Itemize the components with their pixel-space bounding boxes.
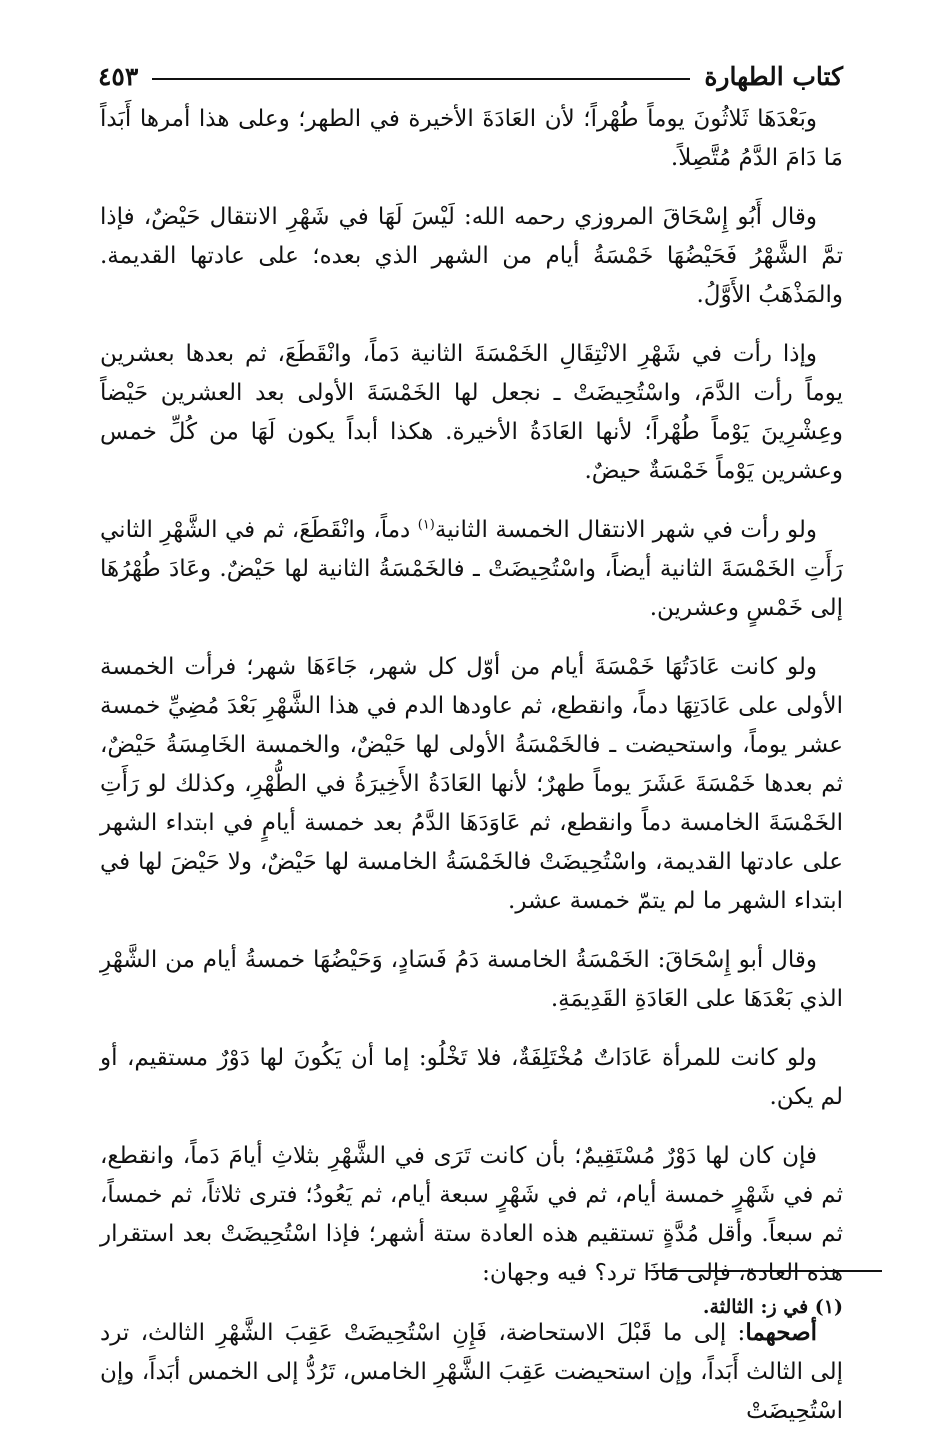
paragraph-text: ولو رأت في شهر الانتقال الخمسة الثانية bbox=[434, 517, 817, 543]
paragraph: فإن كان لها دَوْرٌ مُسْتَقِيمٌ؛ بأن كانت تَرَى في الشَّهْرِ بثلاثِ أيامَ دَماً، وانقطع، ثم في شَهْرٍ خمسة أيام، ثم في شَهْرٍ سبعة أيام، ثم يَعُودُ؛ فترى ثلاثاً، ثم خمساً، ثم سبعاً. وأقل مُدَّةٍ تستقيم هذه العادة ستة أشهر؛ فإذا اسْتُحِيضَتْ بعد استقرار هذه العادة، فإلى مَاذَا ترد؟ فيه وجهان: bbox=[100, 1143, 843, 1286]
footnote: (١) في ز: الثالثة. bbox=[702, 1296, 843, 1318]
paragraph bbox=[100, 1313, 843, 1431]
header-rule bbox=[152, 78, 690, 80]
paragraph: وبَعْدَهَا ثَلاثُونَ يوماً طُهْراً؛ لأن العَادَةَ الأخيرة في الطهر؛ وعلى هذا أمرها أَبَداً مَا دَامَ الدَّمُ مُتَّصِلاً. bbox=[100, 106, 843, 171]
paragraph: ولو كانت للمرأة عَادَاتٌ مُخْتَلِفَةٌ، فلا تَخْلُو: إما أن يَكُونَ لها دَوْرٌ مستقيم، أو لم يكن. bbox=[100, 1045, 843, 1110]
paragraph bbox=[100, 511, 843, 628]
footnote-separator bbox=[648, 1270, 882, 1272]
paragraph: وقال أبو إِسْحَاقَ: الخَمْسَةُ الخامسة دَمُ فَسَادٍ، وَحَيْضُهَا خمسةُ أيام من الشَّهْرِ الذي بَعْدَهَا على العَادَةِ القَدِيمَةِ. bbox=[100, 947, 843, 1012]
paragraph: ولو كانت عَادَتُهَا خَمْسَةَ أيام من أوّل كل شهر، جَاءَهَا شهر؛ فرأت الخمسة الأولى على عَادَتِهَا دماً، وانقطع، ثم عاودها الدم في هذا الشَّهْرِ بَعْدَ مُضِيِّ خمسة عشر يوماً، واستحيضت ـ فالخَمْسَةُ الأولى لها حَيْضٌ، والخمسة الخَامِسَةُ حَيْضٌ، ثم بعدها خَمْسَةَ عَشَرَ يوماً طهرٌ؛ لأنها العَادَةُ الأَخِيرَةُ في الطُّهْرِ، وكذلك لو رَأَتِ الخَمْسَةَ الخامسة دماً وانقطع، ثم عَاوَدَهَا الدَّمُ بعد خمسة أيامٍ في ابتداء الشهر على عادتها القديمة، واسْتُحِيضَتْ فالخَمْسَةُ الخامسة لها حَيْضٌ، ولا حَيْضَ لها في ابتداء الشهر ما لم يتمّ خمسة عشر. bbox=[100, 654, 843, 914]
main-text bbox=[100, 100, 843, 1431]
running-header bbox=[98, 56, 843, 96]
footnote-marker: (١) bbox=[417, 517, 435, 533]
paragraph-text: : إلى ما قَبْلَ الاستحاضة، فَإِنِ اسْتُحِيضَتْ عَقِبَ الشَّهْرِ الثالث، ترد إلى الثالث أَبَداً، وإن استحيضت عَقِبَ الشَّهْرِ الخامس، تَرُدُّ إلى الخمس أبَداً، وإن اسْتُحِيضَتْ bbox=[100, 1320, 843, 1424]
paragraph-text: دماً، وانْقَطَعَ، ثم في الشَّهْرِ الثاني رَأَتِ الخَمْسَةَ الثانية أيضاً، واسْتُحِيضَتْ ـ فالخَمْسَةُ الثانية لها حَيْضٌ. وعَادَ طُهْرُهَا إلى خَمْسٍ وعشرين. bbox=[100, 517, 843, 621]
paragraph: وإذا رأت في شَهْرِ الانْتِقَالِ الخَمْسَةَ الثانية دَماً، وانْقَطَعَ، ثم بعدها بعشرين يوماً رأت الدَّمَ، واسْتُحِيضَتْ ـ نجعل لها الخَمْسَةَ الأولى بعد العشرين حَيْضاً وعِشْرِينَ يَوْماً طُهْراً؛ لأنها العَادَةُ الأخيرة. هكذا أبداً يكون لَهَا من كُلِّ خمس وعشرين يَوْماً خَمْسَةٌ حيضٌ. bbox=[100, 341, 843, 484]
page-number: ٤٥٣ bbox=[98, 61, 139, 91]
paragraph-lead: أصحهما bbox=[745, 1319, 817, 1346]
chapter-title: كتاب الطهارة bbox=[704, 61, 843, 91]
paragraph: وقال أَبُو إِسْحَاقَ المروزي رحمه الله: لَيْسَ لَهَا في شَهْرِ الانتقال حَيْضٌ، فإذا تمَّ الشَّهْرُ فَحَيْضُهَا خَمْسَةُ أيام من الشهر الذي بعده؛ على عادتها القديمة. والمَذْهَبُ الأَوَّلُ. bbox=[100, 204, 843, 308]
